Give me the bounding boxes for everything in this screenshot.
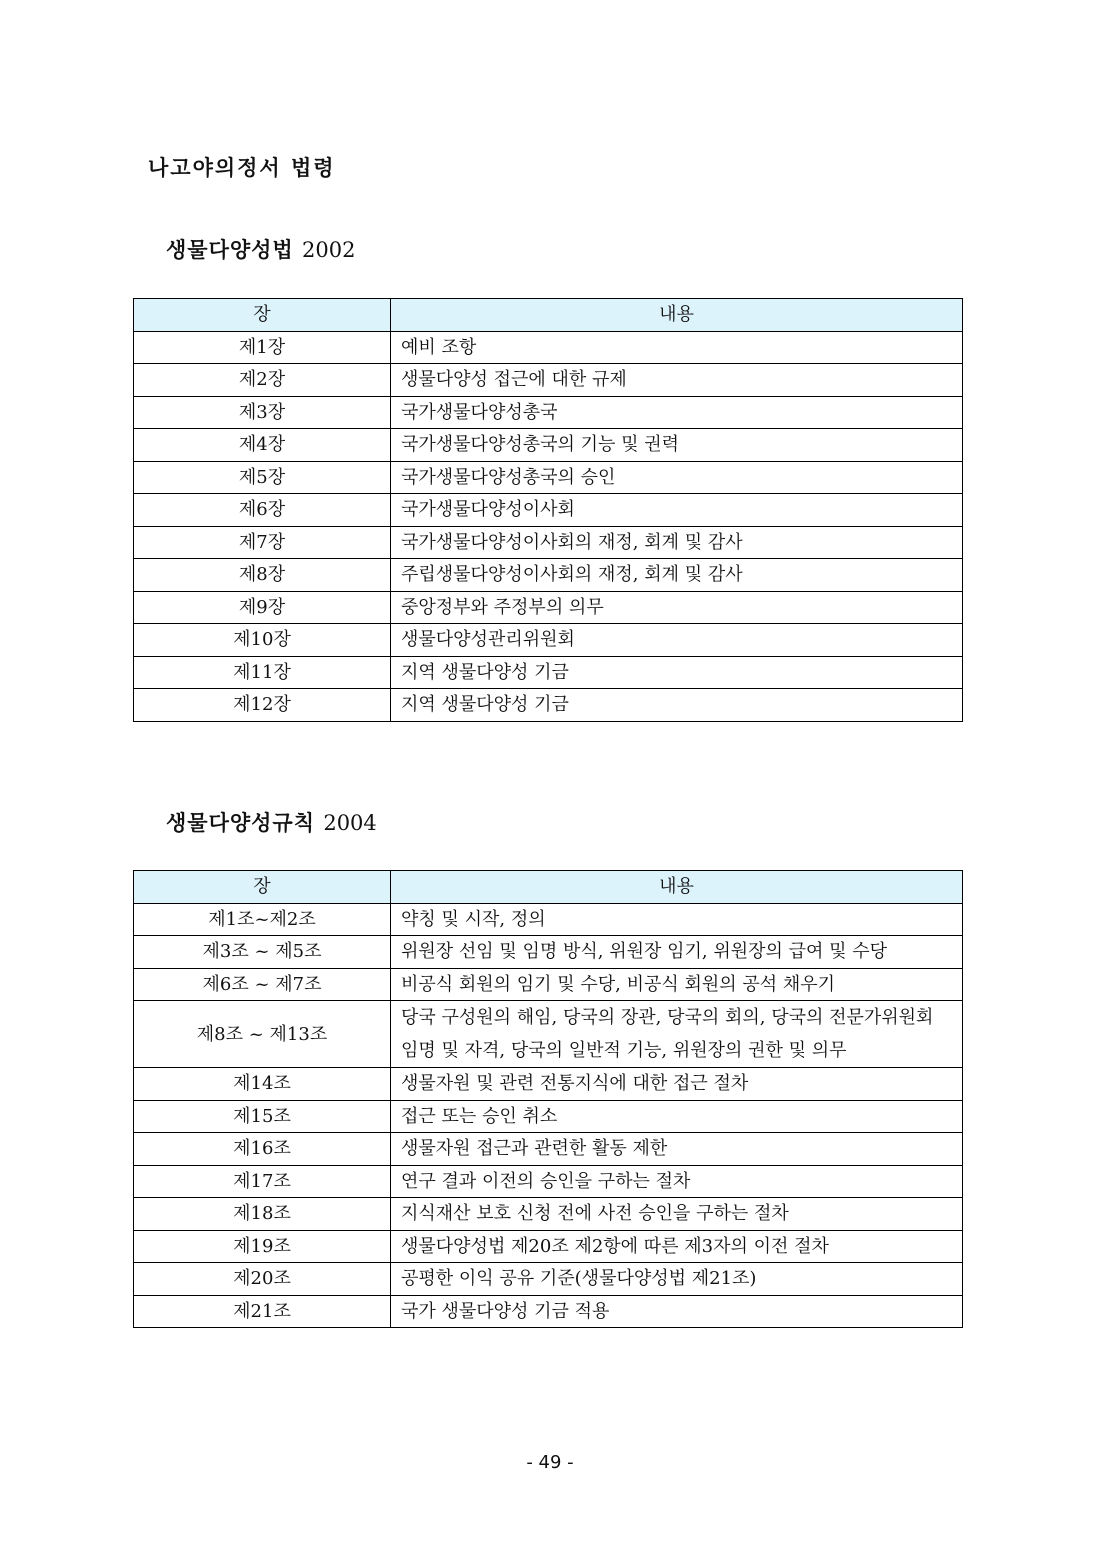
- content-cell: 생물다양성 접근에 대한 규제: [391, 364, 963, 397]
- chapter-cell: 제2장: [134, 364, 391, 397]
- biodiversity-act-table: [133, 298, 963, 722]
- content-cell: 지식재산 보호 신청 전에 사전 승인을 구하는 절차: [391, 1198, 963, 1231]
- chapter-cell: 제9장: [134, 591, 391, 624]
- table-row: [134, 1068, 963, 1101]
- section1-heading: [166, 234, 355, 264]
- chapter-cell: 제17조: [134, 1165, 391, 1198]
- table-row: [134, 559, 963, 592]
- chapter-cell: 제20조: [134, 1263, 391, 1296]
- content-cell: 생물다양성법 제20조 제2항에 따른 제3자의 이전 절차: [391, 1230, 963, 1263]
- table-row: [134, 461, 963, 494]
- chapter-cell: 제11장: [134, 656, 391, 689]
- content-cell: 중앙정부와 주정부의 의무: [391, 591, 963, 624]
- content-cell: 국가생물다양성총국: [391, 396, 963, 429]
- table-row: [134, 1263, 963, 1296]
- table-row: [134, 1001, 963, 1068]
- table-row: [134, 494, 963, 527]
- section1-year: 2002: [302, 238, 356, 262]
- table-row: [134, 1295, 963, 1328]
- table-row: [134, 968, 963, 1001]
- table-row: [134, 1133, 963, 1166]
- content-cell: 국가생물다양성이사회의 재정, 회계 및 감사: [391, 526, 963, 559]
- content-cell: 접근 또는 승인 취소: [391, 1100, 963, 1133]
- chapter-cell: 제8조 ~ 제13조: [134, 1001, 391, 1068]
- chapter-column-header: 장: [134, 871, 391, 904]
- chapter-cell: 제21조: [134, 1295, 391, 1328]
- content-cell: 약칭 및 시작, 정의: [391, 903, 963, 936]
- chapter-cell: 제1장: [134, 331, 391, 364]
- chapter-column-header: 장: [134, 299, 391, 332]
- chapter-cell: 제14조: [134, 1068, 391, 1101]
- content-cell: 국가 생물다양성 기금 적용: [391, 1295, 963, 1328]
- content-cell: 지역 생물다양성 기금: [391, 656, 963, 689]
- section2-year: 2004: [323, 811, 377, 835]
- table-row: [134, 526, 963, 559]
- table-row: [134, 1198, 963, 1231]
- content-cell: 예비 조항: [391, 331, 963, 364]
- chapter-cell: 제4장: [134, 429, 391, 462]
- chapter-cell: 제15조: [134, 1100, 391, 1133]
- chapter-cell: 제18조: [134, 1198, 391, 1231]
- content-cell: 생물자원 및 관련 전통지식에 대한 접근 절차: [391, 1068, 963, 1101]
- table-row: [134, 591, 963, 624]
- chapter-cell: 제8장: [134, 559, 391, 592]
- content-cell: 생물자원 접근과 관련한 활동 제한: [391, 1133, 963, 1166]
- content-column-header: 내용: [391, 299, 963, 332]
- table-row: [134, 1230, 963, 1263]
- content-cell: 주립생물다양성이사회의 재정, 회계 및 감사: [391, 559, 963, 592]
- chapter-cell: 제3장: [134, 396, 391, 429]
- document-heading: 나고야의정서 법령: [148, 156, 336, 180]
- page-number: - 49 -: [526, 1452, 574, 1473]
- chapter-cell: 제10장: [134, 624, 391, 657]
- chapter-cell: 제5장: [134, 461, 391, 494]
- content-cell: 국가생물다양성총국의 승인: [391, 461, 963, 494]
- table-row: [134, 396, 963, 429]
- table-row: [134, 331, 963, 364]
- content-cell: 지역 생물다양성 기금: [391, 689, 963, 722]
- biodiversity-rules-table: [133, 870, 963, 1328]
- table-row: [134, 1165, 963, 1198]
- content-cell: 생물다양성관리위원회: [391, 624, 963, 657]
- table-row: [134, 936, 963, 969]
- table-header-row: [134, 871, 963, 904]
- content-cell: 비공식 회원의 임기 및 수당, 비공식 회원의 공석 채우기: [391, 968, 963, 1001]
- table-row: [134, 429, 963, 462]
- chapter-cell: 제16조: [134, 1133, 391, 1166]
- chapter-cell: 제12장: [134, 689, 391, 722]
- content-cell: 국가생물다양성이사회: [391, 494, 963, 527]
- content-cell: 공평한 이익 공유 기준(생물다양성법 제21조): [391, 1263, 963, 1296]
- chapter-cell: 제3조 ~ 제5조: [134, 936, 391, 969]
- section2-heading: [166, 807, 377, 837]
- content-cell: 국가생물다양성총국의 기능 및 권력: [391, 429, 963, 462]
- table-row: [134, 1100, 963, 1133]
- table-row: [134, 903, 963, 936]
- content-column-header: 내용: [391, 871, 963, 904]
- chapter-cell: 제1조~제2조: [134, 903, 391, 936]
- content-cell: 당국 구성원의 해임, 당국의 장관, 당국의 회의, 당국의 전문가위원회 임명 및 자격, 당국의 일반적 기능, 위원장의 권한 및 의무: [391, 1001, 963, 1068]
- content-cell: 위원장 선임 및 임명 방식, 위원장 임기, 위원장의 급여 및 수당: [391, 936, 963, 969]
- content-cell: 연구 결과 이전의 승인을 구하는 절차: [391, 1165, 963, 1198]
- chapter-cell: 제6장: [134, 494, 391, 527]
- table-row: [134, 656, 963, 689]
- section2-title: 생물다양성규칙: [166, 811, 316, 835]
- chapter-cell: 제19조: [134, 1230, 391, 1263]
- chapter-cell: 제7장: [134, 526, 391, 559]
- table-row: [134, 689, 963, 722]
- table-header-row: [134, 299, 963, 332]
- section1-title: 생물다양성법: [166, 238, 294, 262]
- chapter-cell: 제6조 ~ 제7조: [134, 968, 391, 1001]
- table-row: [134, 364, 963, 397]
- table-row: [134, 624, 963, 657]
